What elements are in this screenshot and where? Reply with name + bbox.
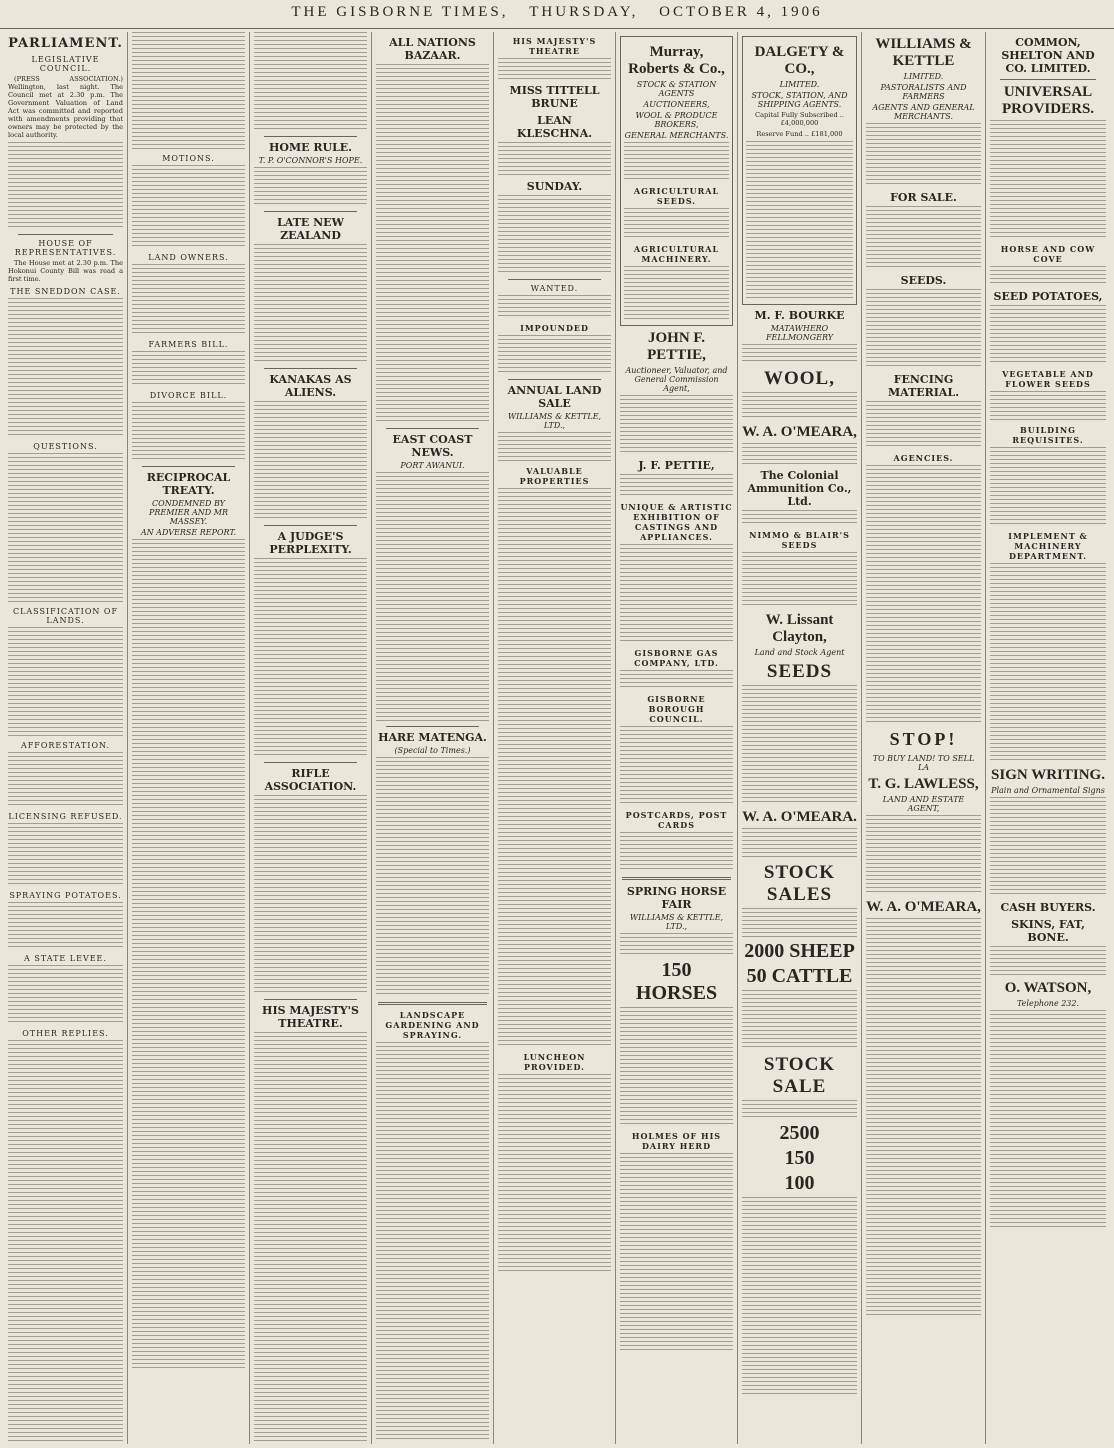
column-1: [4, 32, 128, 1444]
watson-name: O. WATSON,: [1004, 980, 1092, 996]
heading-house: HOUSE OF REPRESENTATIVES.: [14, 239, 117, 257]
article-text-block: [254, 795, 367, 995]
paper-title: THE GISBORNE TIMES,: [291, 4, 509, 20]
heading-parliament: PARLIAMENT.: [8, 36, 123, 51]
advert-text-block: [990, 266, 1106, 286]
heading-late-new-zealand: LATE NEW ZEALAND: [277, 216, 344, 242]
heading-landscape: LANDSCAPE GARDENING AND SPRAYING.: [385, 1010, 480, 1040]
sign-sub: Plain and Ornamental Signs: [991, 786, 1105, 795]
article-text-block: [8, 453, 123, 603]
article-text: (PRESS ASSOCIATION.) Wellington, last night. The Council met at 2.30 p.m. The Government Valuation of Land Act was committed and reported with amendments providing that owners may be protected by the local authority.: [8, 75, 123, 139]
borough-council: GISBORNE BOROUGH COUNCIL.: [647, 694, 706, 724]
omeara-name-2: W. A. O'MEARA.: [742, 809, 857, 825]
column-2: [128, 32, 250, 1444]
divider: [18, 234, 113, 235]
advert-text-block: [498, 432, 611, 462]
advert-text-block: [742, 828, 857, 858]
building-requisites: BUILDING REQUISITES.: [1012, 425, 1084, 445]
article-text-block: [254, 244, 367, 364]
wk-agencies: AGENCIES.: [893, 453, 954, 463]
heading-reciprocal-treaty: RECIPROCAL TREATY.: [146, 471, 231, 497]
advert-text-block: [742, 1197, 857, 1397]
impounded-heading: IMPOUNDED: [520, 323, 589, 333]
firm-line: WOOL & PRODUCE BROKERS,: [635, 111, 718, 129]
heading-spraying: SPRAYING POTATOES.: [9, 891, 122, 900]
advert-text-block: [990, 946, 1106, 976]
advert-text-block: [498, 58, 611, 80]
advert-text-block: [990, 1010, 1106, 1230]
horses-count: 150 HORSES: [635, 959, 718, 1004]
advert-text-block: [620, 544, 733, 644]
firm-sub: STOCK & STATION AGENTS: [636, 80, 717, 98]
article-text-block: [254, 401, 367, 521]
article-text-block: [132, 402, 245, 462]
advert-text-block: [620, 670, 733, 690]
advert-text-block: [498, 195, 611, 275]
article-text-block: [132, 351, 245, 387]
heading-divorce-bill: DIVORCE BILL.: [149, 391, 228, 400]
column-6: [616, 32, 738, 1444]
advert-text-block: [866, 206, 981, 270]
pettie-name-2: J. F. PETTIE,: [638, 459, 715, 472]
heading-licensing: LICENSING REFUSED.: [8, 812, 123, 821]
article-text-block: [376, 64, 489, 424]
colonial-ammunition: The Colonial Ammunition Co., Ltd.: [747, 469, 852, 508]
annual-firm: WILLIAMS & KETTLE, LTD.,: [507, 412, 602, 430]
divider: [264, 136, 357, 137]
divider: [386, 726, 479, 727]
divider: [264, 211, 357, 212]
dairy-herd: HOLMES OF HIS DAIRY HERD: [631, 1131, 722, 1151]
divider: [508, 279, 601, 280]
advert-text-block: [742, 990, 857, 1050]
article-text-block: [8, 1040, 123, 1444]
heading-farmers-bill: FARMERS BILL.: [148, 340, 229, 349]
lissant-name: W. Lissant Clayton,: [765, 612, 834, 645]
heading-hare-matenga: HARE MATENGA.: [378, 731, 487, 744]
advert-text-block: [620, 726, 733, 806]
unique-exhibition: UNIQUE & ARTISTIC EXHIBITION OF CASTINGS AND APPLIANCES.: [620, 502, 733, 542]
column-4: [372, 32, 494, 1444]
agri-seeds: AGRICULTURAL SEEDS.: [633, 186, 720, 206]
column-3: [250, 32, 372, 1444]
masthead-date: OCTOBER 4, 1906: [659, 4, 823, 20]
dalgety-reserve: Reserve Fund .. £181,000: [756, 130, 843, 138]
heading-classification: CLASSIFICATION OF LANDS.: [12, 607, 119, 625]
advert-text-block: [742, 908, 857, 938]
advert-text-block: [742, 552, 857, 608]
wanted-heading: WANTED.: [530, 284, 579, 293]
article-text-block: [8, 298, 123, 438]
advert-text-block: [990, 305, 1106, 365]
skins-fat-bone: SKINS, FAT, BONE.: [1011, 918, 1085, 944]
cattle-count: 50 CATTLE: [746, 965, 853, 987]
omeara-name: W. A. O'MEARA,: [742, 424, 857, 440]
horse-cow-covers: HORSE AND COW COVE: [1000, 244, 1096, 264]
theatre-heading: HIS MAJESTY'S THEATRE: [512, 36, 597, 56]
advert-text-block: [498, 295, 611, 319]
heading-state-levee: A STATE LEVEE.: [24, 954, 107, 963]
subheading: PORT AWANUI.: [400, 461, 465, 470]
advert-text-block: [990, 447, 1106, 527]
advert-text-block: [990, 563, 1106, 763]
stock-sale-heading: STOCK SALE: [763, 1054, 836, 1097]
common-shelton-name: COMMON, SHELTON AND CO. LIMITED.: [1001, 36, 1095, 75]
wool-heading: WOOL,: [764, 368, 835, 389]
subheading: T. P. O'CONNOR'S HOPE.: [258, 156, 363, 165]
dalgety-name: DALGETY & CO.,: [754, 44, 845, 77]
advert-text-block: [624, 266, 729, 322]
advert-text-block: [624, 142, 729, 182]
agri-machinery: AGRICULTURAL MACHINERY.: [633, 244, 720, 264]
lissant-sub: Land and Stock Agent: [754, 648, 845, 657]
divider: [386, 428, 479, 429]
heading-legislative-council: LEGISLATIVE COUNCIL.: [31, 55, 100, 73]
wk-agents: AGENTS AND GENERAL MERCHANTS.: [872, 103, 975, 121]
column-5: [494, 32, 616, 1444]
advert-text-block: [498, 142, 611, 176]
advert-text-block: [620, 832, 733, 872]
columns: [4, 32, 1110, 1444]
article-text-block: [8, 627, 123, 737]
article-text-block: [254, 558, 367, 758]
subheading: (Special to Times.): [394, 746, 471, 755]
column-8: [862, 32, 986, 1444]
pettie-name: JOHN F. PETTIE,: [647, 330, 706, 363]
heading-sneddon: THE SNEDDON CASE.: [10, 287, 121, 296]
heading-motions: MOTIONS.: [162, 154, 215, 163]
advert-text-block: [742, 685, 857, 805]
annual-land-sale: ANNUAL LAND SALE: [507, 384, 602, 410]
advert-text-block: [742, 392, 857, 420]
divider: [508, 379, 601, 380]
heading-questions: QUESTIONS.: [33, 442, 98, 451]
postcards: POSTCARDS, POST CARDS: [625, 810, 728, 830]
advert-text-block: [866, 465, 981, 725]
advert-text-block: [620, 474, 733, 498]
masthead: [0, 4, 1114, 29]
wk-name: WILLIAMS & KETTLE: [875, 36, 972, 69]
advert-text-block: [990, 120, 1106, 240]
count-100: 100: [784, 1172, 815, 1194]
spring-firm: WILLIAMS & KETTLE, LTD.,: [629, 913, 724, 931]
article-text-block: [132, 539, 245, 1369]
spring-horse-fair: SPRING HORSE FAIR: [626, 885, 727, 911]
valuable-properties: VALUABLE PROPERTIES: [519, 466, 590, 486]
advert-text-block: [498, 488, 611, 1048]
heading-land-owners: LAND OWNERS.: [148, 253, 229, 262]
heading-all-nations-bazaar: ALL NATIONS BAZAAR.: [389, 36, 476, 62]
pettie-sub: Auctioneer, Valuator, and General Commission Agent,: [625, 366, 728, 393]
advert-text-block: [742, 344, 857, 364]
advert-text-block: [620, 933, 733, 957]
article-text: The House met at 2.30 p.m. The Hokonui County Bill was read a first time.: [8, 259, 123, 283]
advert-text-block: [990, 391, 1106, 421]
universal-providers: UNIVERSAL PROVIDERS.: [1001, 84, 1095, 117]
lawless-sub: LAND AND ESTATE AGENT,: [882, 795, 965, 813]
advert-text-block: [866, 918, 981, 1318]
advert-text-block: [866, 815, 981, 895]
advert-text-block: [498, 1074, 611, 1274]
heading-other-replies: OTHER REPLIES.: [22, 1029, 109, 1038]
dalgety-limited: LIMITED.: [779, 80, 820, 89]
seeds-heading: SEEDS: [766, 661, 833, 682]
gas-company: GISBORNE GAS COMPANY, LTD.: [634, 648, 719, 668]
divider: [264, 368, 357, 369]
bourke-sub: MATAWHERO FELLMONGERY: [765, 324, 834, 342]
article-text-block: [132, 264, 245, 336]
buy-sell: TO BUY LAND! TO SELL LA: [872, 754, 975, 772]
firm-line: GENERAL MERCHANTS.: [624, 131, 729, 140]
divider: [264, 762, 357, 763]
heading-afforestation: AFFORESTATION.: [20, 741, 111, 750]
stock-sales-heading: STOCK SALES: [763, 862, 836, 905]
advert-text-block: [376, 1042, 489, 1442]
sheep-count: 2000 SHEEP: [744, 940, 855, 962]
divider: [264, 999, 357, 1000]
advert-dalgety: [742, 36, 857, 305]
advert-text-block: [866, 123, 981, 187]
article-text-block: [254, 1032, 367, 1444]
advert-text-block: [742, 510, 857, 526]
article-text-block: [8, 902, 123, 950]
telephone: Telephone 232.: [1016, 999, 1080, 1008]
divider: [264, 525, 357, 526]
wk-seeds: SEEDS.: [900, 274, 947, 287]
omeara-name-3: W. A. O'MEARA,: [866, 899, 981, 915]
luncheon: LUNCHEON PROVIDED.: [523, 1052, 586, 1072]
advert-text-block: [742, 1100, 857, 1120]
divider: [622, 877, 731, 880]
advert-text-block: [498, 335, 611, 375]
article-text-block: [132, 165, 245, 249]
seed-potatoes: SEED POTATOES,: [993, 290, 1103, 303]
article-text-block: [8, 142, 123, 230]
advert-text-block: [866, 401, 981, 449]
column-7: [738, 32, 862, 1444]
heading-his-majestys-theatre: HIS MAJESTY'S THEATRE.: [262, 1004, 359, 1030]
wk-fencing: FENCING MATERIAL.: [887, 373, 960, 399]
sign-writing: SIGN WRITING.: [991, 767, 1105, 783]
heading-east-coast-news: EAST COAST NEWS.: [392, 433, 473, 459]
stop-heading: STOP!: [889, 729, 958, 749]
article-text-block: [254, 167, 367, 207]
article-text-block: [254, 32, 367, 132]
dalgety-stock: STOCK, STATION, AND SHIPPING AGENTS.: [751, 91, 848, 109]
theatre-sunday: SUNDAY.: [526, 180, 583, 193]
veg-flower-seeds: VEGETABLE AND FLOWER SEEDS: [1002, 369, 1094, 389]
subheading: AN ADVERSE REPORT.: [140, 528, 237, 537]
subheading: CONDEMNED BY PREMIER AND MR MASSEY.: [149, 499, 228, 526]
firm-line: AUCTIONEERS,: [643, 100, 710, 109]
theatre-play: LEAN KLESCHNA.: [516, 114, 593, 140]
nimmo-seeds: NIMMO & BLAIR'S SEEDS: [749, 530, 850, 550]
article-text-block: [376, 757, 489, 997]
divider: [142, 466, 235, 467]
divider: [1000, 79, 1096, 80]
wk-pastoral: PASTORALISTS AND FARMERS: [880, 83, 967, 101]
implement-department: IMPLEMENT & MACHINERY DEPARTMENT.: [1008, 531, 1088, 561]
masthead-day: THURSDAY,: [529, 4, 639, 20]
count-150: 150: [784, 1147, 815, 1169]
advert-text-block: [620, 1153, 733, 1353]
cash-buyers: CASH BUYERS.: [1000, 901, 1096, 914]
article-text-block: [8, 965, 123, 1025]
article-text-block: [376, 472, 489, 722]
article-text-block: [8, 752, 123, 808]
advert-text-block: [624, 208, 729, 240]
advert-text-block: [990, 797, 1106, 897]
wk-limited: LIMITED.: [903, 72, 944, 81]
divider: [378, 1002, 487, 1005]
lawless-name: T. G. LAWLESS,: [868, 776, 979, 792]
advert-text-block: [742, 443, 857, 465]
column-9: [986, 32, 1110, 1444]
heading-kanakas: KANAKAS AS ALIENS.: [269, 373, 352, 399]
advert-text-block: [620, 395, 733, 455]
advert-text-block: [620, 1007, 733, 1127]
wk-forsale: FOR SALE.: [890, 191, 957, 204]
heading-judges-perplexity: A JUDGE'S PERPLEXITY.: [269, 530, 352, 556]
article-text-block: [132, 32, 245, 150]
firm-name: Murray, Roberts & Co.,: [628, 44, 725, 77]
heading-rifle-association: RIFLE ASSOCIATION.: [264, 767, 357, 793]
article-text-block: [8, 823, 123, 887]
heading-home-rule: HOME RULE.: [268, 141, 353, 154]
advert-murray-roberts: [620, 36, 733, 326]
theatre-star: MISS TITTELL BRUNE: [509, 84, 600, 110]
advert-text-block: [866, 289, 981, 369]
advert-text-block: [746, 141, 853, 301]
bourke-name: M. F. BOURKE: [754, 309, 845, 322]
count-2500: 2500: [779, 1122, 820, 1144]
dalgety-capital: Capital Fully Subscribed .. £4,000,000: [755, 111, 844, 127]
